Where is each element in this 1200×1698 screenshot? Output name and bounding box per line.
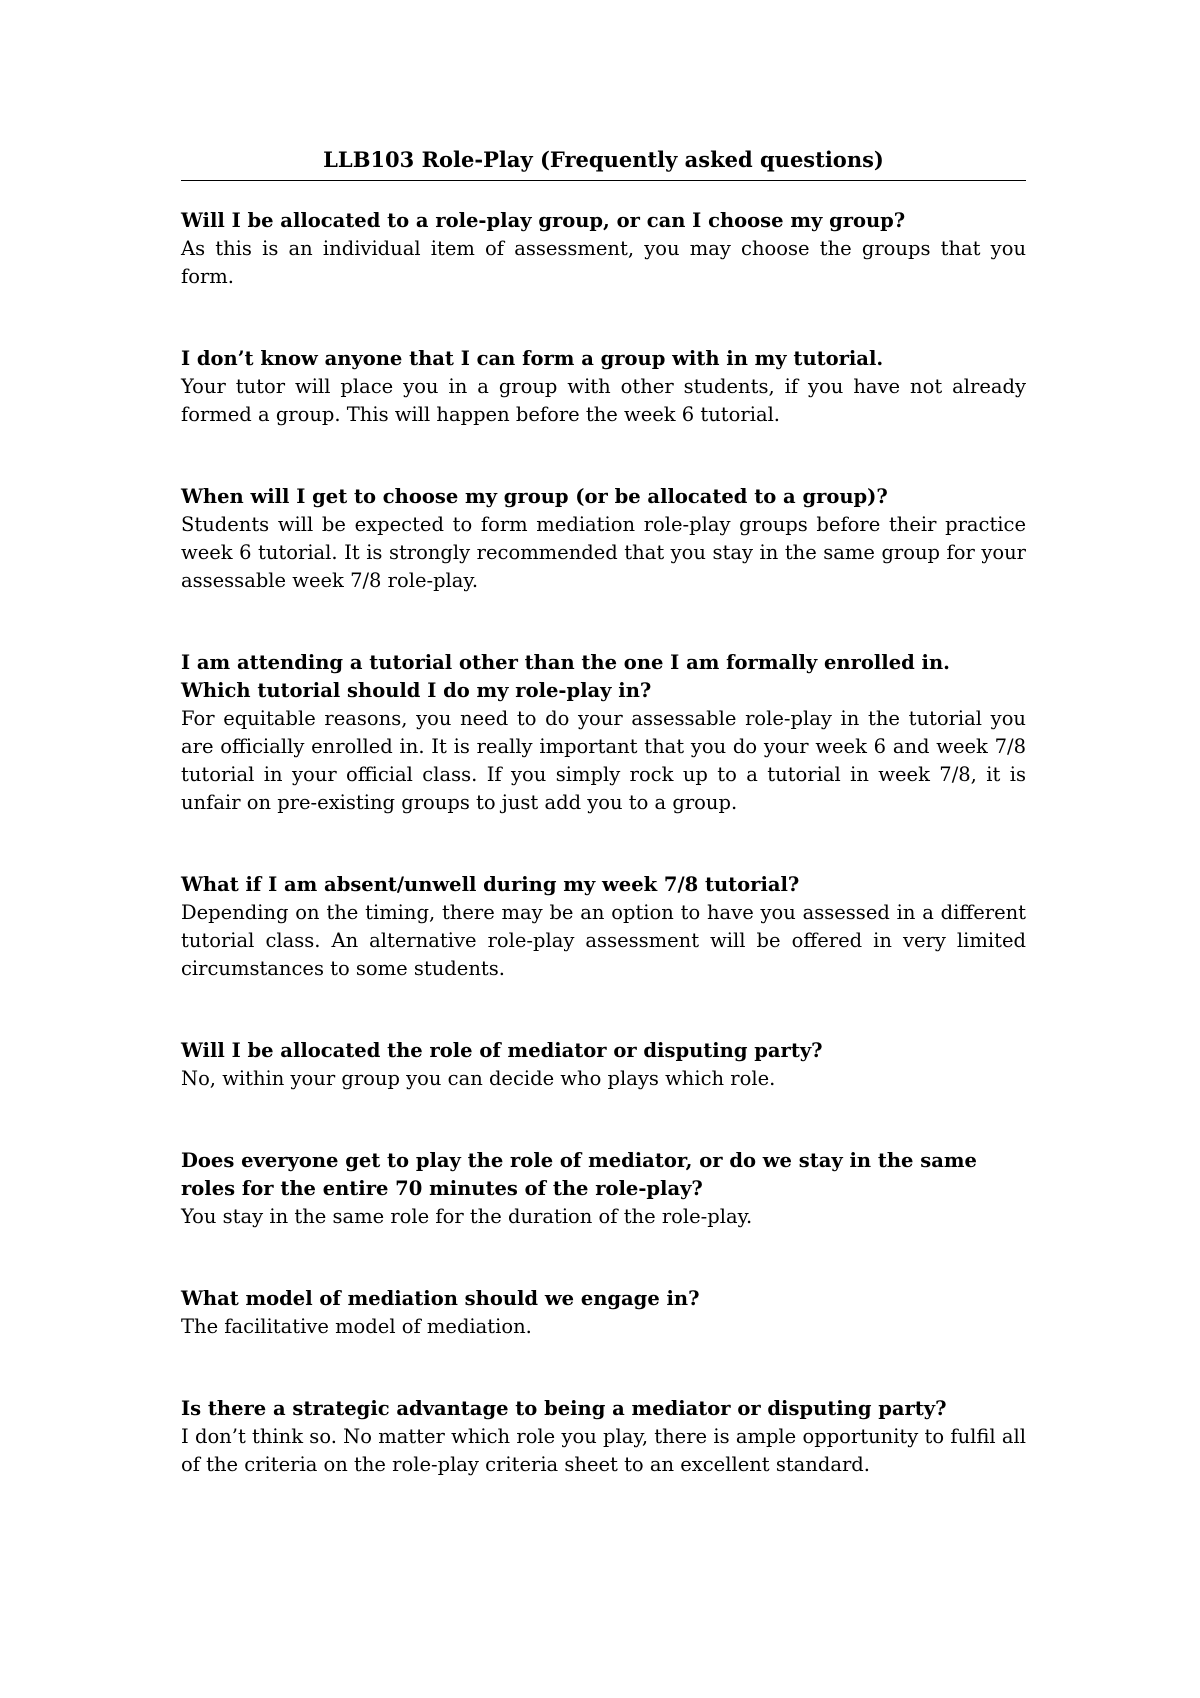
faq-item	[181, 1037, 1026, 1093]
faq-answer: Your tutor will place you in a group with other students, if you have not already formed a group. This will happen before the week 6 tutorial.	[181, 375, 1026, 426]
faq-answer: I don’t think so. No matter which role you play, there is ample opportunity to fulfil all of the criteria on the role-play criteria sheet to an excellent standard.	[181, 1425, 1026, 1476]
faq-question: Will I be allocated to a role-play group, or can I choose my group?	[181, 209, 906, 232]
faq-list	[181, 207, 1026, 1479]
faq-question: I don’t know anyone that I can form a group with in my tutorial.	[181, 347, 884, 370]
faq-answer: For equitable reasons, you need to do your assessable role-play in the tutorial you are officially enrolled in. It is really important that you do your week 6 and week 7/8 tutorial in your official class. If you simply rock up to a tutorial in week 7/8, it is unfair on pre-existing groups to just add you to a group.	[181, 707, 1026, 814]
faq-question: When will I get to choose my group (or be allocated to a group)?	[181, 485, 888, 508]
document-title: LLB103 Role-Play (Frequently asked questions)	[181, 140, 1026, 181]
document-content	[181, 140, 1026, 1479]
faq-item	[181, 649, 1026, 817]
faq-answer: As this is an individual item of assessment, you may choose the groups that you form.	[181, 237, 1026, 288]
faq-question: I am attending a tutorial other than the one I am formally enrolled in. Which tutorial should I do my role-play in?	[181, 651, 950, 702]
faq-answer: You stay in the same role for the duration of the role-play.	[181, 1205, 753, 1228]
faq-question: Does everyone get to play the role of mediator, or do we stay in the same roles for the entire 70 minutes of the role-play?	[181, 1149, 977, 1200]
faq-item	[181, 1147, 1026, 1231]
faq-answer: Students will be expected to form mediation role-play groups before their practice week 6 tutorial. It is strongly recommended that you stay in the same group for your assessable week 7/8 role-play.	[181, 513, 1026, 592]
faq-question: What if I am absent/unwell during my week 7/8 tutorial?	[181, 873, 800, 896]
faq-answer: The facilitative model of mediation.	[181, 1315, 532, 1338]
faq-item	[181, 1395, 1026, 1479]
faq-question: Is there a strategic advantage to being a mediator or disputing party?	[181, 1397, 947, 1420]
faq-answer: Depending on the timing, there may be an option to have you assessed in a different tutorial class. An alternative role-play assessment will be offered in very limited circumstances to some students.	[181, 901, 1026, 980]
faq-question: What model of mediation should we engage in?	[181, 1287, 700, 1310]
faq-question: Will I be allocated the role of mediator or disputing party?	[181, 1039, 823, 1062]
faq-item	[181, 483, 1026, 595]
faq-item	[181, 345, 1026, 429]
faq-item	[181, 207, 1026, 291]
faq-item	[181, 871, 1026, 983]
faq-answer: No, within your group you can decide who plays which role.	[181, 1067, 776, 1090]
faq-item	[181, 1285, 1026, 1341]
